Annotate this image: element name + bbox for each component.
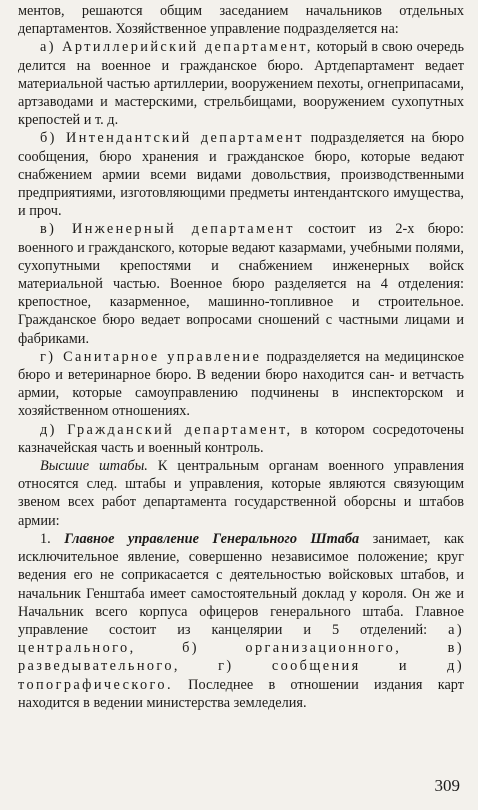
high-staffs-text: К центральным органам военного управления относятся след. штабы и управления, которые являются связующим звеном всех работ департамента государственной оборсны и штабов армии: bbox=[18, 458, 465, 529]
paragraph-intro bbox=[18, 2, 464, 38]
general-staff-sections: а) центрального, б) организационного, в) разведывательного, г) сообщения и д) топографического. bbox=[18, 621, 464, 693]
paragraph-high-staffs bbox=[18, 457, 464, 530]
civil-heading: д) Гражданский департамент, bbox=[40, 421, 293, 438]
paragraph-artillery bbox=[18, 38, 464, 129]
sanitary-text: подразделяется на медицинское бюро и ветеринарное бюро. В ведении бюро находится сан- и ветчасть армии, которые самоуправлению подчинены в инспекторском и хозяйственном отношениях. bbox=[18, 348, 465, 420]
quartermaster-text: подразделяется на бюро сообщения, бюро хранения и гражданское бюро, которые ведают снабжением армии всеми видами довольствия, производственными предприятиями, изготовляющими предметы интендантского имущества, и проч. bbox=[18, 130, 464, 220]
engineering-heading: в) Инженерный департамент bbox=[40, 221, 295, 238]
book-page bbox=[18, 2, 464, 808]
sanitary-heading: г) Санитарное управление bbox=[40, 348, 262, 365]
general-staff-text: занимает, как исключительное явление, совершенно независимое положение; круг ведения его не соприкасается с деятельностью войсковых штабов, и начальник Генштаба имеет самостоятельный доклад у короля. Он же и Начальник всего корпуса офицеров генерального штаба. Главное управление состоит из канцелярии и 5 отделений: bbox=[18, 530, 464, 638]
paragraph-civil bbox=[18, 421, 464, 457]
page-number: 309 bbox=[434, 776, 460, 795]
paragraph-sanitary bbox=[18, 348, 464, 421]
general-staff-number: 1. bbox=[40, 530, 65, 547]
artillery-text: который в свою очередь делится на военное и гражданское бюро. Артдепартамент ведает материальной частью артиллерии, вооружением пехоты, огнеприпасами, артзаводами и мастерскими, стрельбищами, вооружением сухопутных крепостей и т. д. bbox=[18, 39, 464, 129]
engineering-text: состоит из 2-х бюро: военного и гражданского, которые ведают казармами, учебными полями, сухопутными крепостями и снабжением инженерных войск материальной частью. Военное бюро разделяется на 4 отделения: крепостное, казарменное, машинно-топливное и строительное. Гражданское бюро ведает вопросами сношений с частными лицами и фабриками. bbox=[18, 221, 464, 347]
paragraph-intro-text: ментов, решаются общим заседанием начальников отдельных департаментов. Хозяйственное управление подразделяется на: bbox=[18, 3, 464, 38]
general-staff-tail: Последнее в отношении издания карт находится в ведении министерства земледелия. bbox=[18, 676, 464, 711]
artillery-heading: а) Артиллерийский департамент, bbox=[40, 39, 313, 56]
civil-text: в котором сосредоточены казначейская часть и военный контроль. bbox=[18, 421, 464, 456]
paragraph-engineering bbox=[18, 220, 464, 347]
general-staff-heading: Главное управление Генерального Штаба bbox=[64, 530, 360, 547]
high-staffs-heading: Высшие штабы. bbox=[40, 458, 148, 475]
quartermaster-heading: б) Интендантский департамент bbox=[40, 130, 304, 147]
paragraph-general-staff bbox=[18, 530, 464, 712]
paragraph-quartermaster bbox=[18, 129, 464, 220]
